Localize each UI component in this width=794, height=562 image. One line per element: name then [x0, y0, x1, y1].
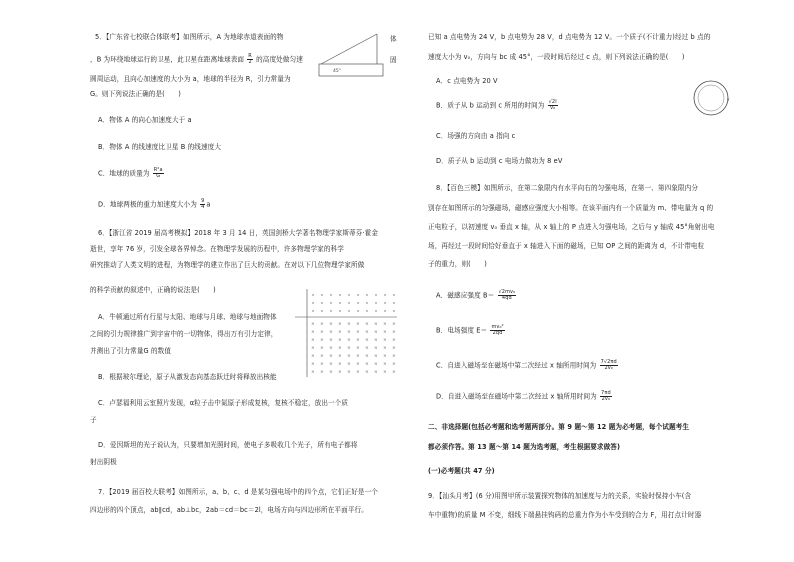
field-dot	[339, 302, 340, 303]
field-cross: ×	[383, 338, 387, 343]
q9-line2: 车中重物)的质量 M 不变，细线下端悬挂钩码的总重力作为小车受到的合力 F，用打点计时器	[428, 511, 702, 519]
field-cross: ×	[347, 338, 351, 343]
q7-option-a: A．c 点电势为 20 V	[436, 77, 498, 85]
field-dot	[375, 310, 376, 311]
field-cross: ×	[365, 370, 369, 375]
field-cross: ×	[356, 362, 360, 367]
q8-line2: 别存在如图所示的匀强磁场，磁感应强度大小相等。在该平面内有一个质量为 m、带电量为 q 的	[428, 204, 714, 212]
field-dot	[312, 294, 313, 295]
field-dot	[330, 302, 331, 303]
field-dot	[384, 302, 385, 303]
q8-line3: 正电粒子，以初速度 v₀ 垂直 x 轴，从 x 轴上的 P 点进入匀强电场，之后与 y 轴成 45°角射出电	[428, 223, 715, 231]
field-cross: ×	[338, 346, 342, 351]
q8-option-d-fraction: $\frac{7\pi d}{\text{2v₀}}$	[601, 390, 611, 402]
field-cross: ×	[347, 322, 351, 327]
field-cross: ×	[383, 362, 387, 367]
field-cross: ×	[392, 354, 396, 359]
q5-satellite-figure	[317, 30, 387, 82]
field-cross: ×	[374, 338, 378, 343]
q5-side-char-2: 固	[390, 56, 397, 64]
q6-option-d-line1: D．爱因斯坦的光子说认为，只要增加光照时间，使电子多吸收几个光子，所有电子都将	[98, 441, 358, 449]
field-cross: ×	[347, 370, 351, 375]
field-cross: ×	[365, 322, 369, 327]
q7-cont-line1: 已知 a 点电势为 24 V，b 点电势为 28 V，d 点电势为 12 V。一个质子(不计重力)经过 b 点的	[428, 33, 711, 41]
field-dot	[348, 302, 349, 303]
field-cross: ×	[320, 362, 324, 367]
field-cross: ×	[311, 354, 315, 359]
field-cross: ×	[338, 370, 342, 375]
field-cross: ×	[347, 346, 351, 351]
field-cross: ×	[338, 362, 342, 367]
q8-option-c-fraction: $\frac{7√2\pi d}{\text{2v₀}}$	[600, 359, 617, 371]
q6-line1: 6．【浙江省 2019 届高考模拟】2018 年 3 月 14 日，英国剑桥大学著名物理学家斯蒂芬·霍金	[98, 229, 379, 237]
field-cross: ×	[338, 354, 342, 359]
q6-figure-crosses	[311, 321, 396, 375]
field-cross: ×	[311, 338, 315, 343]
field-cross: ×	[374, 330, 378, 335]
field-dot	[339, 310, 340, 311]
section-subheading: (一)必考题(共 47 分)	[428, 467, 495, 475]
field-dot	[348, 294, 349, 295]
q5-line3: 圆周运动，且向心加速度的大小为 a，地球的半径为 R，引力常量为	[90, 75, 291, 83]
field-dot	[348, 310, 349, 311]
q5-figure-base	[319, 64, 383, 76]
field-cross: ×	[392, 330, 396, 335]
q8-option-a: A．磁感应强度 B＝ $\frac{\text{√2mv₀}}{4qd}$	[436, 289, 516, 301]
left-column	[90, 0, 405, 562]
field-cross: ×	[365, 338, 369, 343]
q8-option-d: D．自进入磁场至在磁场中第二次经过 x 轴所用时间为 $\frac{7\pi d}{\text{2v₀}}$	[436, 390, 611, 402]
q7-option-b-fraction: $\frac{√2l}{\text{v₀}}$	[548, 99, 557, 111]
field-cross: ×	[392, 346, 396, 351]
field-cross: ×	[329, 370, 333, 375]
field-cross: ×	[320, 330, 324, 335]
field-dot	[321, 294, 322, 295]
field-cross: ×	[365, 346, 369, 351]
q5-fraction: $\frac{R}{2}$	[248, 53, 252, 65]
q5-option-c: C．地球的质量为 $\frac{\text{R²a}}{G}$	[98, 167, 163, 179]
field-cross: ×	[347, 330, 351, 335]
q7-figure-inner-circle	[698, 85, 724, 111]
q5-option-d-fraction: $\frac{9}{4}$	[201, 198, 205, 210]
right-column	[428, 0, 768, 562]
q6-option-c-line2: 子	[90, 416, 97, 424]
field-cross: ×	[356, 370, 360, 375]
field-dot	[312, 310, 313, 311]
field-cross: ×	[392, 370, 396, 375]
field-dot	[366, 310, 367, 311]
field-cross: ×	[320, 354, 324, 359]
field-cross: ×	[311, 370, 315, 375]
q6-option-a-line3: 并测出了引力常量G 的数值	[90, 347, 172, 355]
q6-option-a-line1: A．牛顿通过所有行星与太阳、地球与月球、地球与地面物体	[98, 313, 277, 321]
q8-line4: 场，再经过一段时间恰好垂直于 x 轴进入下面的磁场，已知 OP 之间的距离为 d，不计带电粒	[428, 242, 705, 250]
field-dot	[321, 310, 322, 311]
field-dot	[375, 302, 376, 303]
q7-option-c: C．场强的方向由 a 指向 c	[436, 132, 516, 140]
field-cross: ×	[365, 330, 369, 335]
section-heading-line1: 二、非选择题(包括必考题和选考题两部分。第 9 题～第 12 题为必考题，每个试题考生	[428, 423, 690, 431]
field-cross: ×	[392, 322, 396, 327]
field-cross: ×	[311, 346, 315, 351]
field-cross: ×	[338, 330, 342, 335]
field-cross: ×	[374, 370, 378, 375]
q5-line4: G。则下列说法正确的是( )	[90, 90, 181, 98]
field-cross: ×	[356, 322, 360, 327]
field-dot	[339, 294, 340, 295]
q6-option-d-line2: 射出阴极	[90, 458, 117, 466]
q7-cont-line2: 速度大小为 v₀，方向与 bc 成 45°，一段时间后经过 c 点，则下列说法正确的是( )	[428, 53, 685, 61]
field-dot	[357, 302, 358, 303]
field-cross: ×	[320, 322, 324, 327]
q7-circle-figure	[690, 75, 736, 121]
q8-line5: 子的重力，则( )	[428, 260, 487, 268]
q7-figure-outer-circle	[694, 81, 728, 115]
field-cross: ×	[311, 362, 315, 367]
field-cross: ×	[320, 338, 324, 343]
q5-option-b: B．物体 A 的线速度比卫星 B 的线速度大	[98, 143, 222, 151]
field-dot	[321, 302, 322, 303]
field-dot	[357, 310, 358, 311]
q5-line1: 5．【广东省七校联合体联考】如图所示，A 为地球赤道表面的物	[95, 33, 284, 41]
field-dot	[393, 302, 394, 303]
q5-line2: ，B 为环绕地球运行的卫星，此卫星在距离地球表面 $\frac{R}{2}$ 的高度处做匀速	[90, 53, 303, 65]
field-cross: ×	[383, 346, 387, 351]
q7-figure-label: v	[727, 97, 730, 102]
field-dot	[330, 294, 331, 295]
q6-line2: 逝世，享年 76 岁，引发全球各界悼念。在物理学发展的历程中，许多物理学家的科学	[90, 245, 344, 253]
field-cross: ×	[383, 354, 387, 359]
field-cross: ×	[383, 370, 387, 375]
field-dot	[366, 294, 367, 295]
field-cross: ×	[392, 338, 396, 343]
q6-magnetic-field-figure	[293, 287, 401, 379]
q7-option-d: D．质子从 b 运动到 c 电场力做功为 8 eV	[436, 157, 563, 165]
field-cross: ×	[374, 346, 378, 351]
field-cross: ×	[329, 354, 333, 359]
q6-line3: 研究推动了人类文明的进程，为物理学的建立作出了巨大的贡献。在对以下几位物理学家所做	[90, 261, 365, 269]
field-dot	[366, 302, 367, 303]
q6-option-c-line1: C．卢瑟福利用云室照片发现，α粒子击中氮原子形成复核，复核不稳定，放出一个质	[98, 399, 349, 407]
field-cross: ×	[329, 338, 333, 343]
section-heading-line2: 都必须作答。第 13 题～第 14 题为选考题，考生根据要求做答)	[428, 443, 621, 451]
q5-option-a: A．物体 A 的向心加速度大于 a	[98, 116, 192, 124]
field-cross: ×	[311, 330, 315, 335]
q6-option-a-line2: 之间的引力规律推广到宇宙中的一切物体，得出万有引力定律，	[90, 330, 278, 338]
q8-option-b-fraction: $\frac{\text{mv₀²}}{2qd}$	[491, 324, 504, 336]
field-cross: ×	[338, 322, 342, 327]
field-cross: ×	[365, 362, 369, 367]
field-cross: ×	[356, 330, 360, 335]
field-cross: ×	[329, 346, 333, 351]
q5-figure-slant	[321, 34, 377, 64]
field-dot	[393, 294, 394, 295]
q5-side-char-1: 体	[390, 35, 397, 43]
field-dot	[384, 294, 385, 295]
q6-line4: 的科学贡献的叙述中，正确的说法是( )	[90, 286, 216, 294]
q8-option-b: B．电场强度 E＝ $\frac{\text{mv₀²}}{2qd}$	[436, 324, 504, 336]
field-dot	[375, 294, 376, 295]
q8-line1: 8．【百色三模】如图所示，在第二象限内有水平向右的匀强电场，在第一、第四象限内分	[436, 184, 699, 192]
field-cross: ×	[338, 338, 342, 343]
q6-figure-dots	[312, 294, 394, 311]
field-dot	[330, 310, 331, 311]
q5-option-d: D．地球两极的重力加速度大小为 $\frac{9}{4}$ a	[98, 198, 211, 210]
field-cross: ×	[365, 354, 369, 359]
field-cross: ×	[347, 362, 351, 367]
field-cross: ×	[320, 346, 324, 351]
q7-option-b: B．质子从 b 运动到 c 所用的时间为 $\frac{√2l}{\text{v₀}}$	[436, 99, 557, 111]
q8-option-c: C．自进入磁场至在磁场中第二次经过 x 轴所用时间为 $\frac{7√2\pi d}{\text{2v₀}}$	[436, 359, 617, 371]
q7-line2: 四边形的四个顶点，ab∥cd，ab⊥bc，2ab＝cd＝bc＝2l，电场方向与四边形所在平面平行。	[90, 506, 368, 514]
q7-line1: 7．【2019 届百校大联考】如图所示，a、b、c、d 是某匀强电场中的四个点，它们正好是一个	[98, 488, 378, 496]
field-cross: ×	[374, 362, 378, 367]
field-cross: ×	[329, 362, 333, 367]
q5-figure-angle: 45°	[333, 69, 341, 74]
field-cross: ×	[356, 346, 360, 351]
field-cross: ×	[374, 322, 378, 327]
field-cross: ×	[311, 322, 315, 327]
field-cross: ×	[347, 354, 351, 359]
q5-option-c-fraction: $\frac{\text{R²a}}{G}$	[153, 167, 163, 179]
q9-line1: 9．【汕头月考】(6 分)用图甲所示装置探究物体的加速度与力的关系，实验时保持小车(含	[428, 492, 692, 500]
field-cross: ×	[329, 330, 333, 335]
field-cross: ×	[383, 322, 387, 327]
field-dot	[393, 310, 394, 311]
field-dot	[312, 302, 313, 303]
field-cross: ×	[320, 370, 324, 375]
field-dot	[357, 294, 358, 295]
q8-option-a-fraction: $\frac{\text{√2mv₀}}{4qd}$	[498, 289, 516, 301]
field-cross: ×	[356, 354, 360, 359]
field-cross: ×	[356, 338, 360, 343]
field-cross: ×	[383, 330, 387, 335]
q6-option-b: B．根据玻尔理论，原子从激发态向基态跃迁时将释放出核能	[98, 373, 277, 381]
field-cross: ×	[374, 354, 378, 359]
field-dot	[384, 310, 385, 311]
field-cross: ×	[392, 362, 396, 367]
field-cross: ×	[329, 322, 333, 327]
